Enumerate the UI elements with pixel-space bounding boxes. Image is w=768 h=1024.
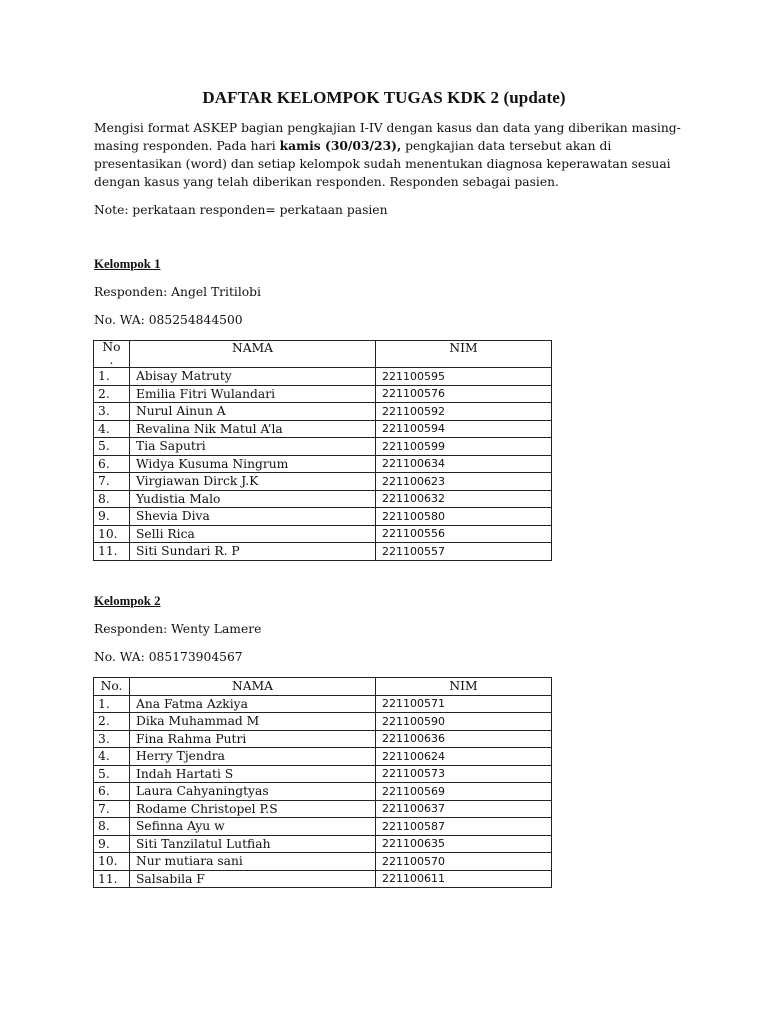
- row-number: 6.: [94, 783, 130, 801]
- row-nim: 221100576: [376, 385, 552, 403]
- group-2-responden: Responden: Wenty Lamere: [94, 622, 262, 636]
- table-row: [94, 385, 552, 403]
- table-row: [94, 508, 552, 526]
- row-name: Emilia Fitri Wulandari: [130, 385, 376, 403]
- row-name: Salsabila F: [130, 870, 376, 888]
- row-nim: 221100570: [376, 853, 552, 871]
- row-number: 5.: [94, 438, 130, 456]
- group-1-table: [93, 340, 552, 561]
- row-number: 4.: [94, 420, 130, 438]
- row-nim: 221100590: [376, 713, 552, 731]
- row-name: Sefinna Ayu w: [130, 818, 376, 836]
- row-name: Abisay Matruty: [130, 368, 376, 386]
- row-number: 10.: [94, 853, 130, 871]
- row-number: 4.: [94, 748, 130, 766]
- row-nim: 221100636: [376, 730, 552, 748]
- row-name: Ana Fatma Azkiya: [130, 695, 376, 713]
- row-nim: 221100573: [376, 765, 552, 783]
- intro-text-1: Mengisi format ASKEP bagian pengkajian I-IV dengan kasus dan data yang diberikan masing-masing responden. Pada hari: [94, 121, 681, 153]
- col-header-no: No.: [94, 678, 130, 696]
- row-number: 6.: [94, 455, 130, 473]
- row-name: Rodame Christopel P.S: [130, 800, 376, 818]
- row-nim: 221100580: [376, 508, 552, 526]
- row-nim: 221100624: [376, 748, 552, 766]
- table-row: [94, 783, 552, 801]
- col-header-nim: NIM: [376, 341, 552, 368]
- intro-text-2: pengkajian data tersebut akan di presentasikan (word) dan setiap kelompok sudah menentukan diagnosa keperawatan sesuai dengan kasus yang telah diberikan responden. Responden sebagai pasien.: [94, 139, 671, 189]
- row-number: 7.: [94, 800, 130, 818]
- table-row: [94, 730, 552, 748]
- group-1-responden: Responden: Angel Tritilobi: [94, 285, 261, 299]
- row-name: Selli Rica: [130, 525, 376, 543]
- row-nim: 221100556: [376, 525, 552, 543]
- col-header-nama: NAMA: [130, 341, 376, 368]
- table-row: [94, 438, 552, 456]
- table-row: [94, 368, 552, 386]
- row-number: 2.: [94, 385, 130, 403]
- row-nim: 221100569: [376, 783, 552, 801]
- row-name: Laura Cahyaningtyas: [130, 783, 376, 801]
- table-row: [94, 853, 552, 871]
- table-row: [94, 748, 552, 766]
- row-name: Nur mutiara sani: [130, 853, 376, 871]
- intro-bold-date: kamis (30/03/23),: [279, 138, 402, 153]
- row-number: 11.: [94, 543, 130, 561]
- row-number: 1.: [94, 368, 130, 386]
- table-row: [94, 490, 552, 508]
- row-nim: 221100637: [376, 800, 552, 818]
- table-row: [94, 870, 552, 888]
- table-row: [94, 765, 552, 783]
- table-row: [94, 455, 552, 473]
- row-number: 10.: [94, 525, 130, 543]
- row-number: 1.: [94, 695, 130, 713]
- row-nim: 221100594: [376, 420, 552, 438]
- row-nim: 221100599: [376, 438, 552, 456]
- row-nim: 221100623: [376, 473, 552, 491]
- col-header-nama: NAMA: [130, 678, 376, 696]
- group-2-wa: No. WA: 085173904567: [94, 650, 243, 664]
- row-nim: 221100632: [376, 490, 552, 508]
- row-name: Nurul Ainun A: [130, 403, 376, 421]
- table-row: [94, 473, 552, 491]
- table-row: [94, 835, 552, 853]
- table-header-row: [94, 341, 552, 368]
- row-name: Herry Tjendra: [130, 748, 376, 766]
- row-number: 9.: [94, 508, 130, 526]
- row-name: Indah Hartati S: [130, 765, 376, 783]
- row-name: Widya Kusuma Ningrum: [130, 455, 376, 473]
- row-number: 3.: [94, 403, 130, 421]
- row-name: Tia Saputri: [130, 438, 376, 456]
- document-title: DAFTAR KELOMPOK TUGAS KDK 2 (update): [202, 88, 566, 107]
- group-1-heading: Kelompok 1: [94, 257, 161, 271]
- row-nim: 221100571: [376, 695, 552, 713]
- row-name: Dika Muhammad M: [130, 713, 376, 731]
- row-number: 5.: [94, 765, 130, 783]
- row-nim: 221100611: [376, 870, 552, 888]
- table-row: [94, 543, 552, 561]
- row-number: 11.: [94, 870, 130, 888]
- group-2-table: [93, 677, 552, 888]
- table-row: [94, 800, 552, 818]
- row-nim: 221100557: [376, 543, 552, 561]
- row-nim: 221100634: [376, 455, 552, 473]
- row-name: Yudistia Malo: [130, 490, 376, 508]
- row-number: 8.: [94, 818, 130, 836]
- row-number: 7.: [94, 473, 130, 491]
- row-number: 3.: [94, 730, 130, 748]
- row-number: 9.: [94, 835, 130, 853]
- row-name: Shevia Diva: [130, 508, 376, 526]
- row-name: Siti Sundari R. P: [130, 543, 376, 561]
- row-number: 2.: [94, 713, 130, 731]
- col-header-no: No .: [94, 341, 130, 368]
- row-nim: 221100587: [376, 818, 552, 836]
- group-1-wa: No. WA: 085254844500: [94, 313, 243, 327]
- row-name: Siti Tanzilatul Lutfiah: [130, 835, 376, 853]
- table-row: [94, 525, 552, 543]
- table-row: [94, 713, 552, 731]
- row-nim: 221100595: [376, 368, 552, 386]
- intro-paragraph: [94, 119, 694, 191]
- row-name: Virgiawan Dirck J.K: [130, 473, 376, 491]
- col-header-nim: NIM: [376, 678, 552, 696]
- row-name: Fina Rahma Putri: [130, 730, 376, 748]
- table-row: [94, 818, 552, 836]
- row-number: 8.: [94, 490, 130, 508]
- table-row: [94, 403, 552, 421]
- note-line: Note: perkataan responden= perkataan pasien: [94, 203, 388, 217]
- row-name: Revalina Nik Matul A’la: [130, 420, 376, 438]
- table-row: [94, 420, 552, 438]
- table-row: [94, 695, 552, 713]
- row-nim: 221100592: [376, 403, 552, 421]
- row-nim: 221100635: [376, 835, 552, 853]
- group-2-heading: Kelompok 2: [94, 594, 161, 608]
- table-header-row: [94, 678, 552, 696]
